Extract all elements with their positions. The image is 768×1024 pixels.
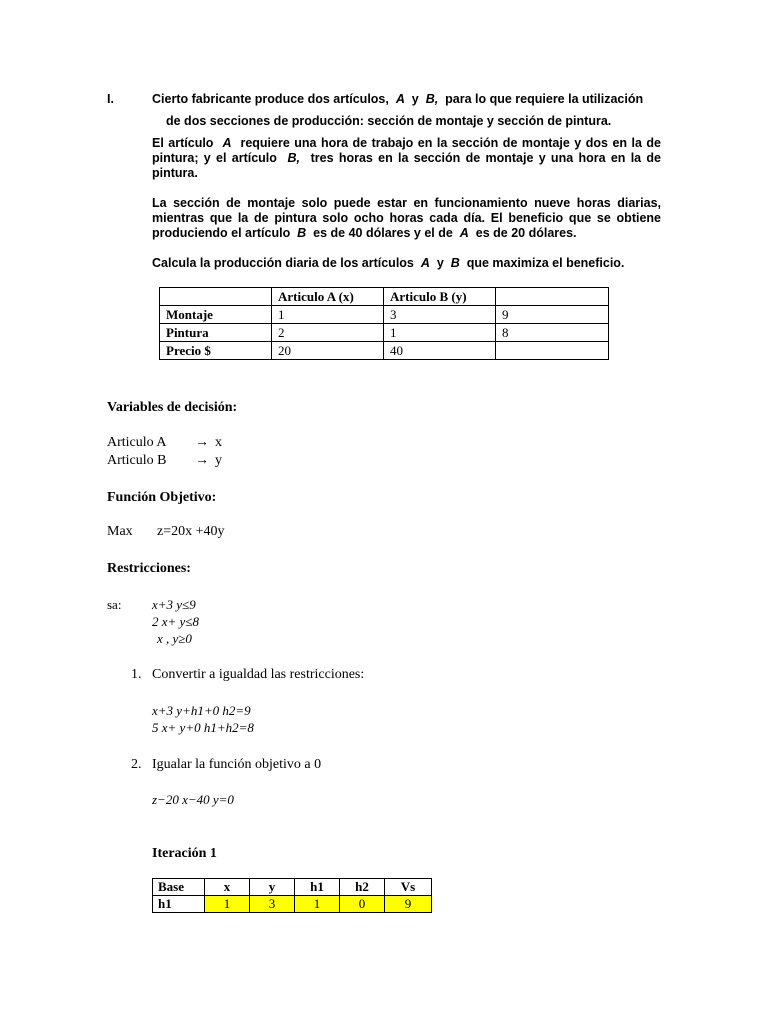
step-number: 1. [131, 667, 142, 682]
table-row-label: Pintura [160, 324, 272, 342]
table-cell: 3 [250, 896, 295, 913]
constraints-heading: Restricciones: [107, 561, 191, 576]
table-row-label: Montaje [160, 306, 272, 324]
table-cell: 1 [272, 306, 384, 324]
table-cell: 1 [205, 896, 250, 913]
table-row [160, 342, 609, 360]
equation-line: z−20 x−40 y=0 [152, 792, 234, 807]
table-cell: 9 [385, 896, 432, 913]
paragraph-3: Calcula la producción diaria de los artículos A y B que maximiza el beneficio. [152, 256, 625, 270]
subject-to-label: sa: [107, 597, 122, 612]
table-cell: 2 [272, 324, 384, 342]
decision-item: Articulo A → x [107, 435, 222, 450]
table-row-label: Precio $ [160, 342, 272, 360]
equation-line: 5 x+ y+0 h1+h2=8 [152, 720, 254, 735]
table-header-cell: h1 [295, 879, 340, 896]
step-text: Convertir a igualdad las restricciones: [152, 667, 365, 682]
table-header-cell: Articulo B (y) [384, 288, 496, 306]
problem-number: I. [107, 92, 114, 106]
table-header-cell: Articulo A (x) [272, 288, 384, 306]
table-header-cell: y [250, 879, 295, 896]
table-row [160, 306, 609, 324]
table-row-label: h1 [153, 896, 205, 913]
constraint-line: x , y≥0 [157, 631, 192, 646]
arrow-right-icon: → [195, 453, 209, 468]
table-cell [496, 342, 609, 360]
constraint-line: 2 x+ y≤8 [152, 614, 199, 629]
data-table [159, 287, 609, 360]
table-cell: 1 [384, 324, 496, 342]
table-header-cell: h2 [340, 879, 385, 896]
decision-item: Articulo B → y [107, 453, 222, 468]
table-cell: 0 [340, 896, 385, 913]
simplex-table [152, 878, 432, 913]
table-header-cell: Vs [385, 879, 432, 896]
step-text: Igualar la función objetivo a 0 [152, 757, 322, 772]
table-cell [496, 288, 609, 306]
table-cell: 1 [295, 896, 340, 913]
table-cell: 40 [384, 342, 496, 360]
table-row [160, 288, 609, 306]
paragraph-1: El artículo A requiere una hora de trabajo en la sección de montaje y dos en la de pintura; y el artículo B, tres horas en la sección de montaje y una hora en la de pintura. [152, 136, 662, 180]
table-header-cell: Base [153, 879, 205, 896]
table-cell: 8 [496, 324, 609, 342]
paragraph-2: La sección de montaje solo puede estar en funcionamiento nueve horas diarias, mientras que la de pintura solo ocho horas cada día. El beneficio que se obtiene produciendo el artículo B es de 40 dólares y el de A es de 20 dólares. [152, 196, 661, 240]
objective-function: Max z=20x +40y [107, 524, 225, 539]
constraint-line: x+3 y≤9 [152, 597, 196, 612]
decision-heading: Variables de decisión: [107, 400, 238, 415]
iteration-heading: Iteración 1 [152, 846, 217, 861]
step-number: 2. [131, 757, 142, 772]
table-cell: 9 [496, 306, 609, 324]
table-cell [160, 288, 272, 306]
table-cell: 3 [384, 306, 496, 324]
objective-heading: Función Objetivo: [107, 490, 217, 505]
arrow-right-icon: → [195, 435, 209, 450]
table-cell: 20 [272, 342, 384, 360]
table-row [153, 879, 432, 896]
intro-line-2: de dos secciones de producción: sección de montaje y sección de pintura. [166, 114, 612, 128]
table-header-cell: x [205, 879, 250, 896]
equation-line: x+3 y+h1+0 h2=9 [152, 703, 251, 718]
table-row [160, 324, 609, 342]
table-row [153, 896, 432, 913]
intro-line-1: Cierto fabricante produce dos artículos, A y B, para lo que requiere la utilización [152, 92, 644, 106]
